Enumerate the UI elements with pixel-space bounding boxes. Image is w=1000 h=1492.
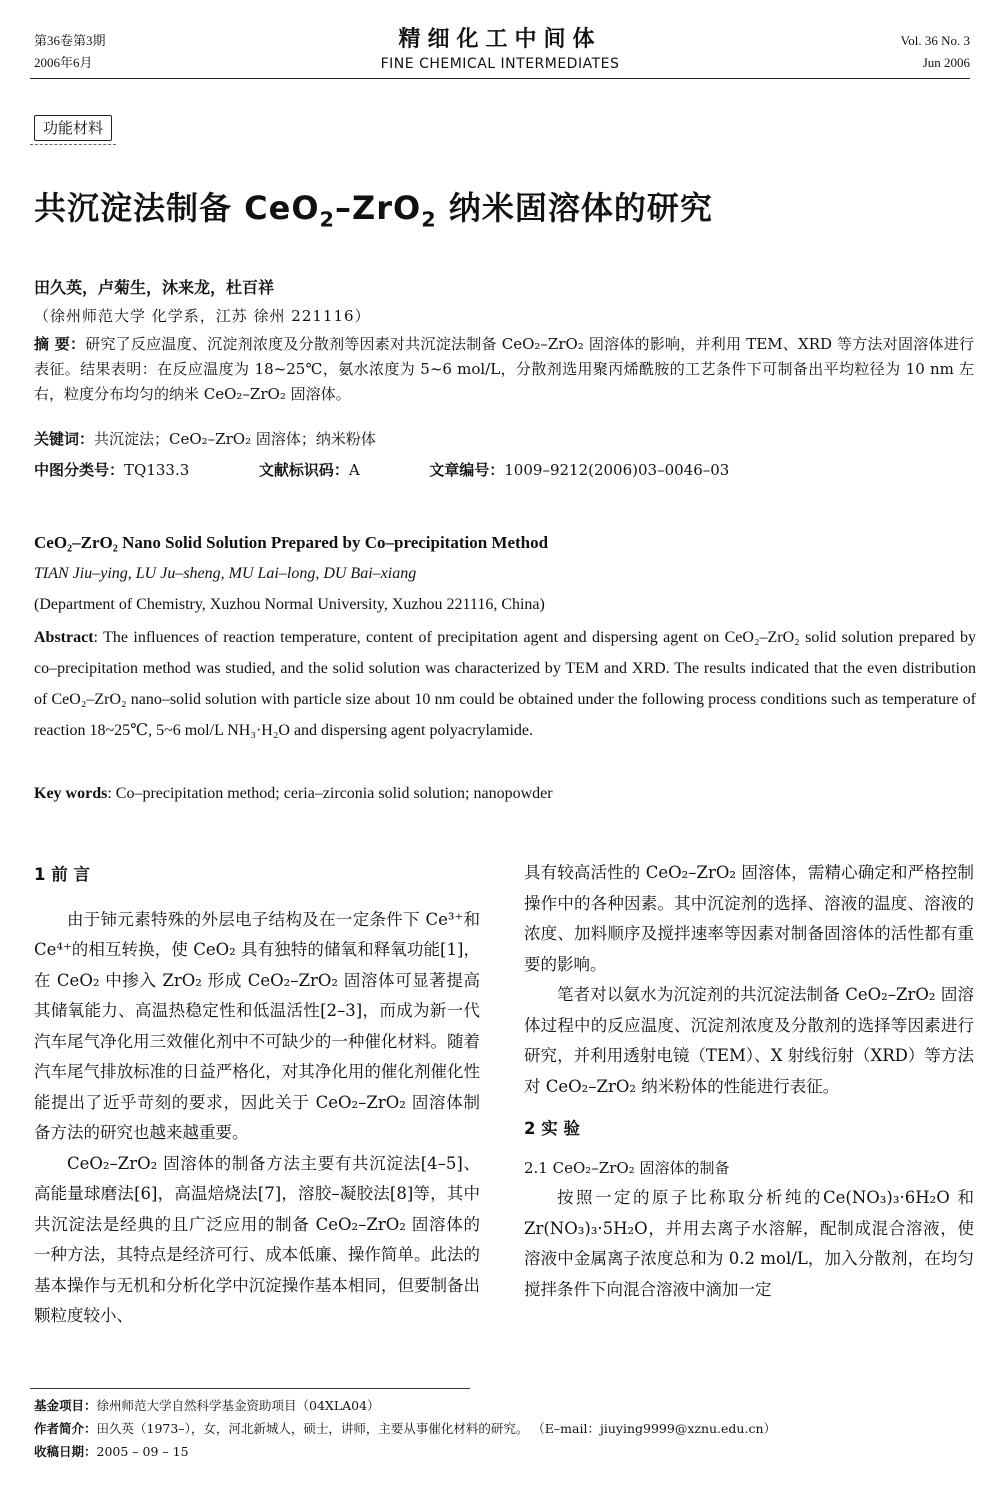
- volume-issue-en: Vol. 36 No. 3: [900, 33, 970, 48]
- abstract-en: [34, 622, 976, 746]
- left-column: [34, 860, 480, 1332]
- title-part: –ZrO: [335, 189, 422, 227]
- section-2-heading: 2 实 验: [524, 1119, 580, 1138]
- affiliation-cn: （徐州师范大学 化学系，江苏 徐州 221116）: [34, 307, 371, 325]
- paragraph: CeO₂–ZrO₂ 固溶体的制备方法主要有共沉淀法[4–5]、高能量球磨法[6]，高温焙烧法[7]，溶胶–凝胶法[8]等，其中共沉淀法是经典的且广泛应用的制备 CeO₂–ZrO₂ 固溶体的一种方法，其特点是经济可行、成本低廉、操作简单。此法的基本操作与无机和分析化学中沉淀操作基本相同，但要制备出颗粒度较小、: [34, 1153, 480, 1325]
- footnote-rule: [30, 1388, 470, 1389]
- section-tag: 功能材料: [34, 115, 112, 141]
- fund-label: 基金项目：: [34, 1398, 97, 1413]
- header-right: [901, 30, 970, 74]
- classification-line: [34, 458, 974, 483]
- article-no-label: 文章编号：: [429, 461, 505, 479]
- keywords-cn: [34, 427, 974, 452]
- received-label: 收稿日期：: [34, 1444, 97, 1459]
- date-en: Jun 2006: [922, 55, 970, 70]
- fund-text: 徐州师范大学自然科学基金资助项目（04XLA04）: [96, 1398, 380, 1413]
- keywords-en: [34, 778, 976, 809]
- header-left: [34, 30, 106, 74]
- article-no-value: 1009–9212(2006)03–0046–03: [504, 461, 730, 479]
- keywords-en-text: : Co–precipitation method; ceria–zirconia solid solution; nanopowder: [107, 785, 553, 802]
- authors-en: TIAN Jiu–ying, LU Ju–sheng, MU Lai–long, DU Bai–xiang: [34, 565, 417, 582]
- keywords-cn-text: 共沉淀法；CeO₂–ZrO₂ 固溶体；纳米粉体: [94, 430, 376, 448]
- journal-title-en: FINE CHEMICAL INTERMEDIATES: [380, 56, 620, 72]
- title-part: 纳米固溶体的研究: [436, 189, 713, 227]
- journal-header: [300, 24, 700, 74]
- title-en: CeO₂–ZrO₂ Nano Solid Solution Prepared by Co–precipitation Method: [34, 533, 549, 552]
- abstract-cn-label: 摘 要：: [34, 335, 86, 353]
- paper-title: [34, 183, 713, 232]
- volume-issue-cn: 第36卷第3期: [34, 33, 106, 48]
- footnote-author: [34, 1419, 776, 1439]
- section-1-heading: 1 前 言: [34, 865, 90, 884]
- received-date: 2005 – 09 – 15: [96, 1444, 189, 1459]
- footnote-received: [34, 1442, 189, 1462]
- keywords-en-label: Key words: [34, 785, 108, 802]
- clc-value: TQ133.3: [124, 461, 190, 479]
- footnote-fund: [34, 1396, 380, 1416]
- clc-label: 中图分类号：: [34, 461, 125, 479]
- date-cn: 2006年6月: [34, 55, 93, 70]
- doc-code-label: 文献标识码：: [258, 461, 349, 479]
- abstract-cn: [34, 332, 974, 407]
- title-sub: 2: [421, 207, 437, 232]
- author-bio-text: 田久英（1973–），女，河北新城人，硕士，讲师，主要从事催化材料的研究。 （E–mail：jiuying9999@xznu.edu.cn）: [96, 1421, 777, 1436]
- paragraph: 笔者对以氨水为沉淀剂的共沉淀法制备 CeO₂–ZrO₂ 固溶体过程中的反应温度、沉淀剂浓度及分散剂的选择等因素进行研究，并利用透射电镜（TEM）、X 射线衍射（XRD）等方法对 CeO₂–ZrO₂ 纳米粉体的性能进行表征。: [524, 985, 974, 1096]
- affiliation-en: (Department of Chemistry, Xuzhou Normal University, Xuzhou 221116, China): [34, 596, 545, 613]
- paragraph-continued: 具有较高活性的 CeO₂–ZrO₂ 固溶体，需精心确定和严格控制操作中的各种因素。其中沉淀剂的选择、溶液的温度、溶液的浓度、加料顺序及搅拌速率等因素对制备固溶体的活性都有重要的影响。: [524, 863, 974, 974]
- paragraph: 由于铈元素特殊的外层电子结构及在一定条件下 Ce³⁺和 Ce⁴⁺的相互转换，使 CeO₂ 具有独特的储氧和释氧功能[1]，在 CeO₂ 中掺入 ZrO₂ 形成 CeO₂–ZrO₂ 固溶体可显著提高其储氧能力、高温热稳定性和低温活性[2–3]，而成为新一代汽车尾气净化用三效催化剂中不可缺少的一种催化材料。随着汽车尾气排放标准的日益严格化，对其净化用的催化剂催化性能提出了近乎苛刻的要求，因此关于 CeO₂–ZrO₂ 固溶体制备方法的研究也越来越重要。: [34, 909, 480, 1142]
- author-bio-label: 作者简介：: [34, 1421, 97, 1436]
- paragraph: 按照一定的原子比称取分析纯的Ce(NO₃)₃·6H₂O 和 Zr(NO₃)₃·5H₂O，并用去离子水溶解，配制成混合溶液，使溶液中金属离子浓度总和为 0.2 mol/L，加入分散剂，在均匀搅拌条件下向混合溶液中滴加一定: [524, 1188, 974, 1299]
- header-rule: [30, 78, 970, 79]
- title-sub: 2: [319, 207, 336, 232]
- journal-title-cn: 精细化工中间体: [398, 26, 602, 52]
- right-column: [524, 858, 974, 1305]
- keywords-cn-label: 关键词：: [34, 430, 95, 448]
- section-2-1-heading: 2.1 CeO₂–ZrO₂ 固溶体的制备: [524, 1158, 730, 1177]
- authors-cn: 田久英，卢菊生，沐来龙，杜百祥: [34, 278, 275, 297]
- abstract-cn-text: 研究了反应温度、沉淀剂浓度及分散剂等因素对共沉淀法制备 CeO₂–ZrO₂ 固溶体的影响，并利用 TEM、XRD 等方法对固溶体进行表征。结果表明：在反应温度为 18~25℃，氨水浓度为 5~6 mol/L，分散剂选用聚丙烯酰胺的工艺条件下可制备出平均粒径为 10 nm 左右，粒度分布均匀的纳米 CeO₂–ZrO₂ 固溶体。: [34, 335, 974, 403]
- doc-code-value: A: [348, 461, 360, 479]
- title-part: 共沉淀法制备 CeO: [34, 189, 320, 227]
- abstract-en-label: Abstract: [34, 629, 94, 646]
- abstract-en-text: : The influences of reaction temperature, content of precipitation agent and dispersing agent on CeO₂–ZrO₂ solid solution prepared by co–precipitation method was studied, and the solid solution was characterized by TEM and XRD. The results indicated that the even distribution of CeO₂–ZrO₂ nano–solid solution with particle size about 10 nm could be obtained under the following process conditions such as temperature of reaction 18~25℃, 5~6 mol/L NH₃·H₂O and dispersing agent polyacrylamide.: [34, 629, 976, 739]
